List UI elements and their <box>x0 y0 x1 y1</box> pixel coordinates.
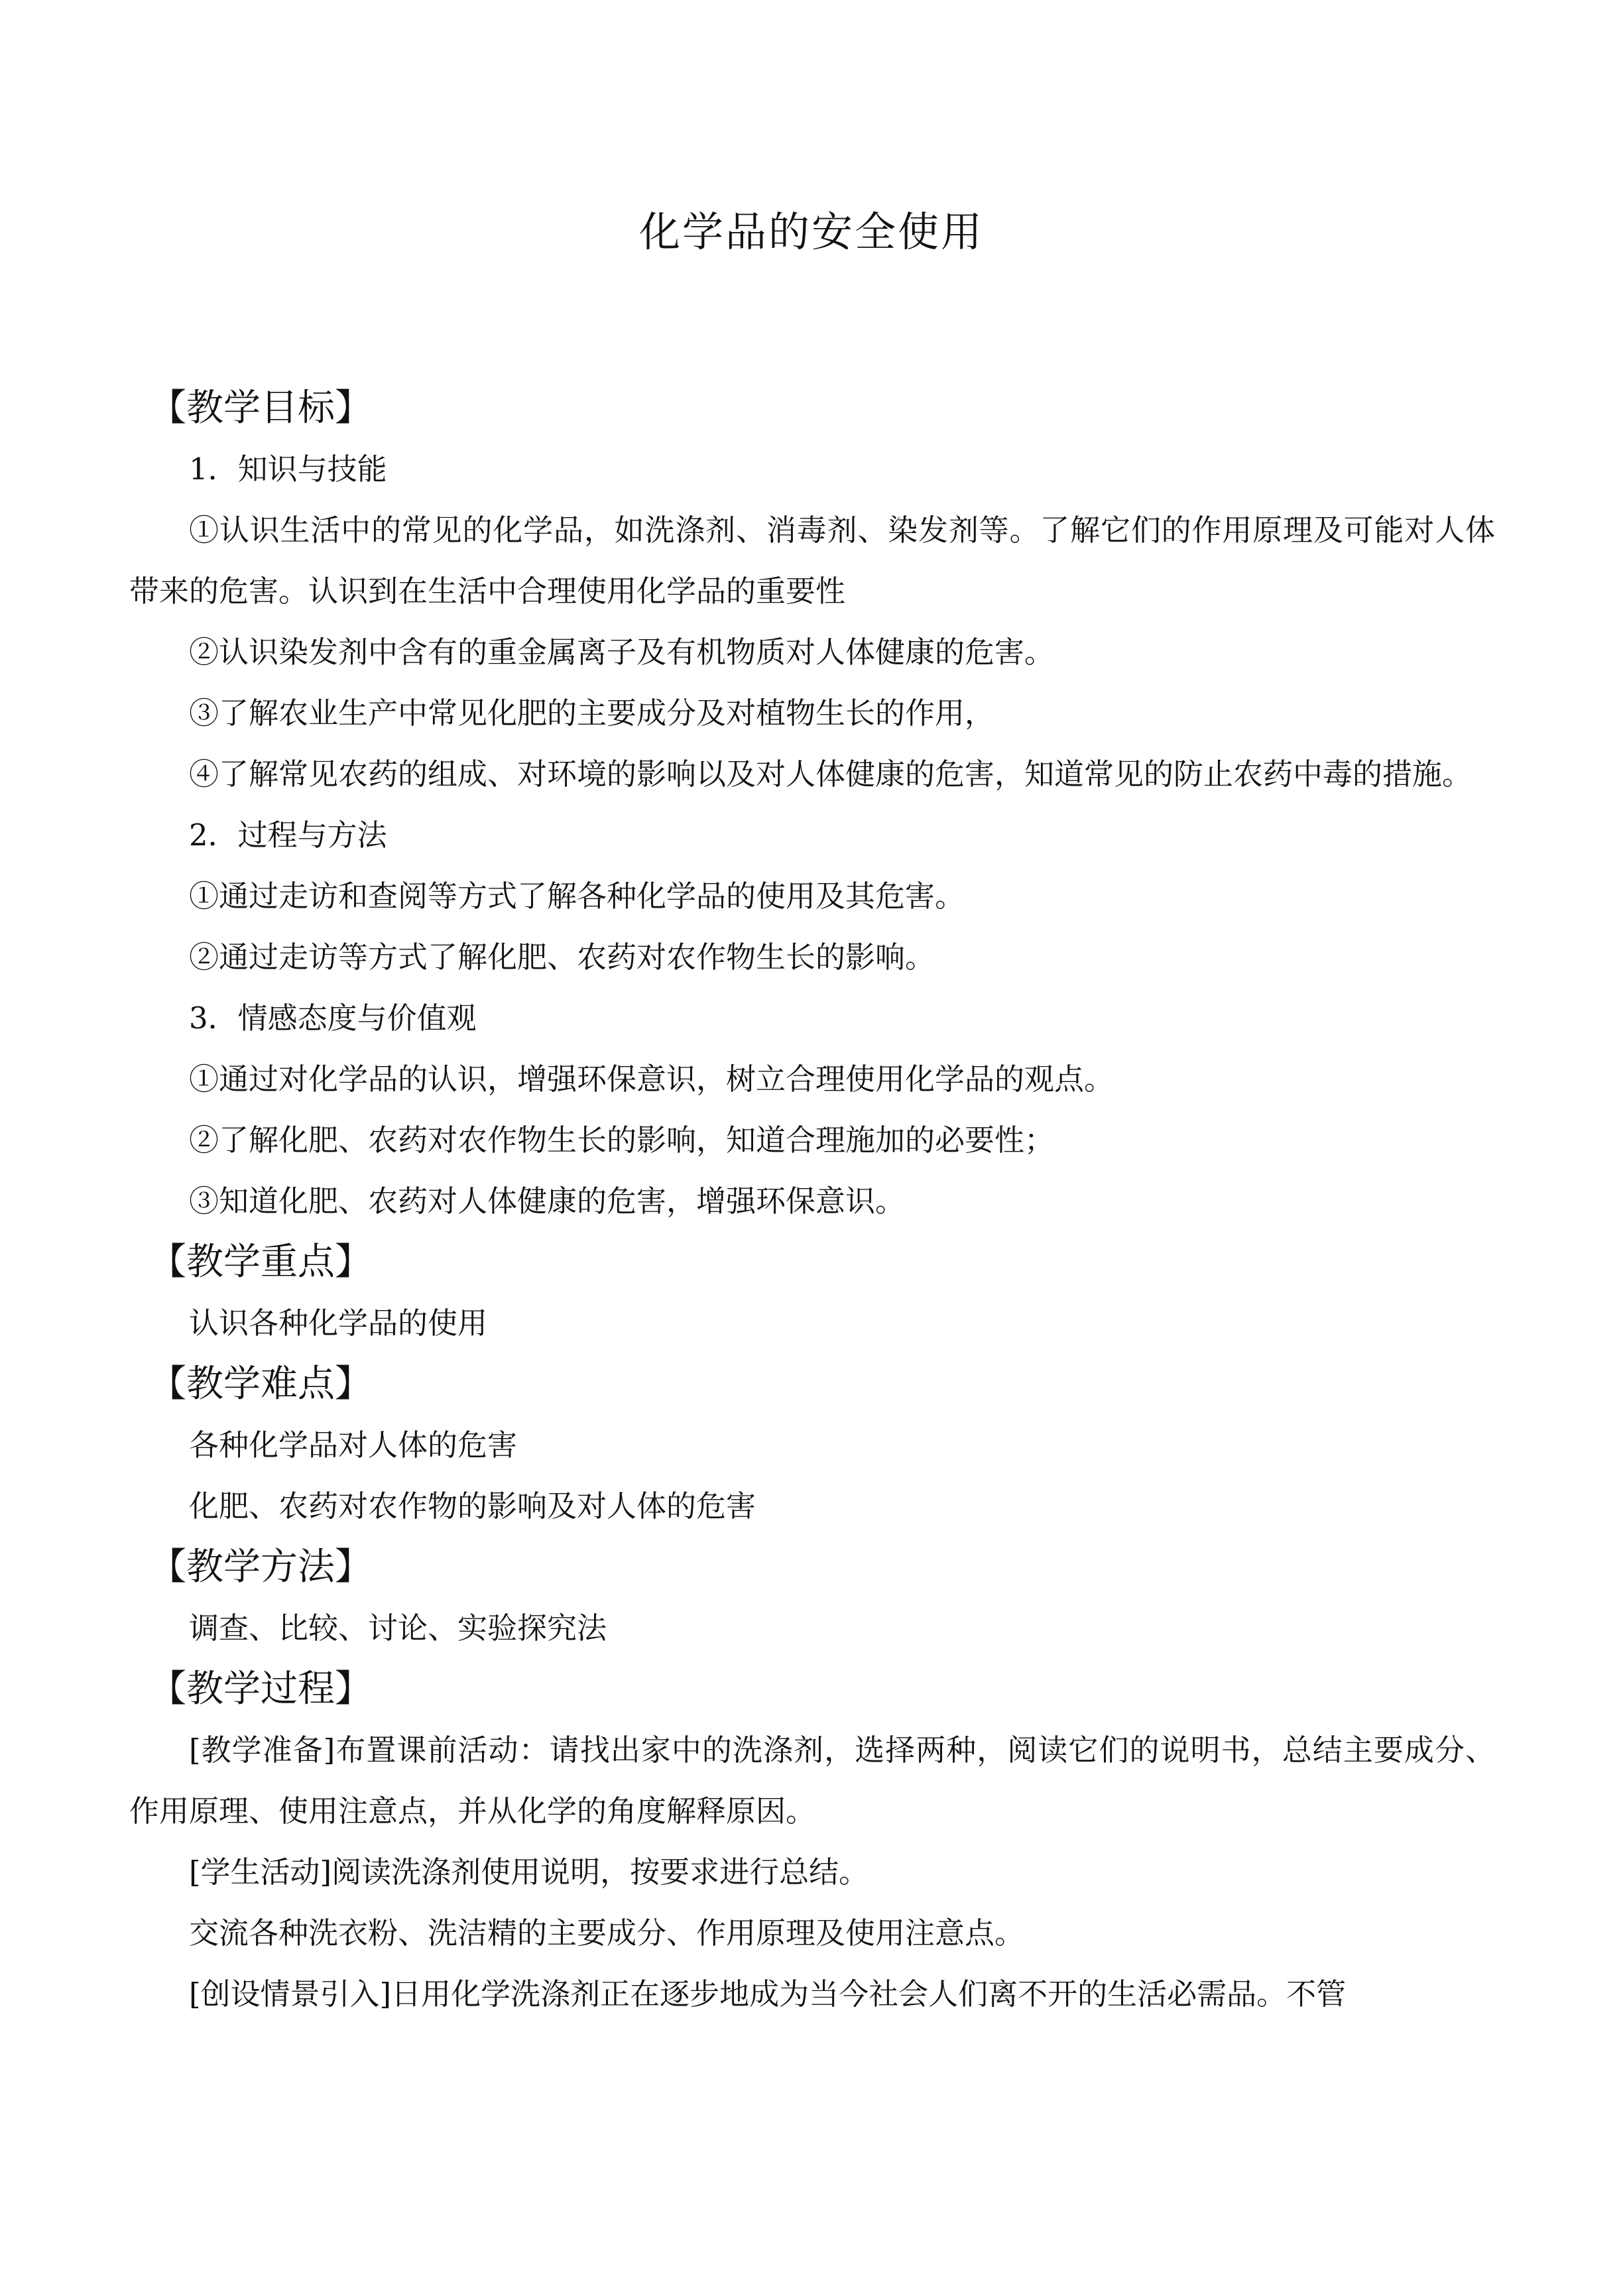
document-body <box>129 378 1495 2025</box>
objective-item: ③了解农业生产中常见化肥的主要成分及对植物生长的作用， <box>189 695 995 731</box>
section-heading-objectives: 【教学目标】 <box>149 387 372 430</box>
objective-item: ②通过走访等方式了解化肥、农药对农作物生长的影响。 <box>189 939 935 975</box>
section-heading-methods: 【教学方法】 <box>149 1545 372 1589</box>
process-item: [创设情景引入]日用化学洗涤剂正在逐步地成为当今社会人们离不开的生活必需品。不管 <box>189 1976 1347 2012</box>
objective-item: ①认识生活中的常见的化学品，如洗涤剂、消毒剂、染发剂等。了解它们的作用原理及可能对人体带来的危害。认识到在生活中合理使用化学品的重要性 <box>129 513 1495 609</box>
objective-item: ④了解常见农药的组成、对环境的影响以及对人体健康的危害，知道常见的防止农药中毒的措施。 <box>189 756 1473 792</box>
objective-item: ①通过走访和查阅等方式了解各种化学品的使用及其危害。 <box>189 878 965 914</box>
subheading-knowledge-skills: 1．知识与技能 <box>189 452 387 487</box>
section-heading-difficulties: 【教学难点】 <box>149 1362 372 1406</box>
subheading-process-method: 2．过程与方法 <box>189 817 387 853</box>
section-heading-process: 【教学过程】 <box>149 1667 372 1711</box>
process-item: [学生活动]阅读洗涤剂使用说明，按要求进行总结。 <box>189 1854 869 1890</box>
difficulty-item: 各种化学品对人体的危害 <box>189 1427 518 1463</box>
process-item: 交流各种洗衣粉、洗洁精的主要成分、作用原理及使用注意点。 <box>189 1915 1025 1951</box>
process-item: [教学准备]布置课前活动：请找出家中的洗涤剂，选择两种，阅读它们的说明书，总结主要成分、作用原理、使用注意点，并从化学的角度解释原因。 <box>129 1732 1495 1829</box>
objective-item: ①通过对化学品的认识，增强环保意识，树立合理使用化学品的观点。 <box>189 1061 1114 1097</box>
objective-item: ②认识染发剂中含有的重金属离子及有机物质对人体健康的危害。 <box>189 634 1055 670</box>
subheading-attitude-values: 3．情感态度与价值观 <box>189 1000 477 1036</box>
page-title: 化学品的安全使用 <box>638 208 984 256</box>
method-item: 调查、比较、讨论、实验探究法 <box>189 1610 607 1646</box>
key-point-item: 认识各种化学品的使用 <box>189 1305 488 1341</box>
objective-item: ②了解化肥、农药对农作物生长的影响，知道合理施加的必要性； <box>189 1122 1055 1158</box>
objective-item: ③知道化肥、农药对人体健康的危害，增强环保意识。 <box>189 1183 906 1219</box>
section-heading-key-points: 【教学重点】 <box>149 1240 372 1284</box>
difficulty-item: 化肥、农药对农作物的影响及对人体的危害 <box>189 1488 756 1524</box>
